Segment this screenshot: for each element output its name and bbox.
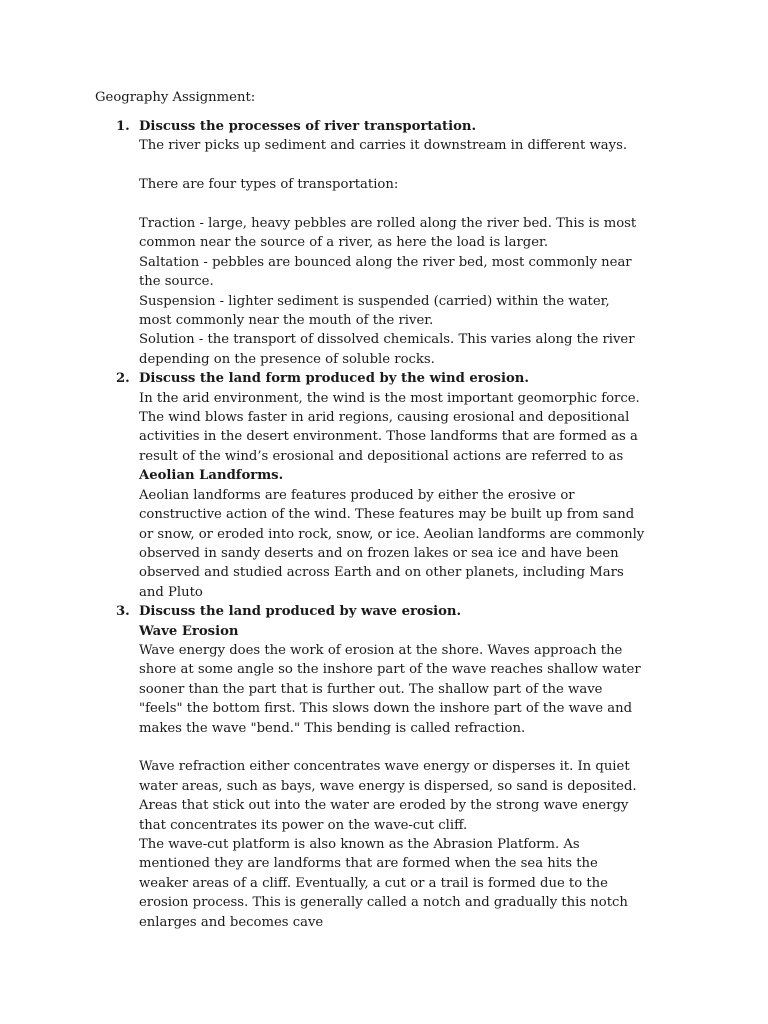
answer-text: In the arid environment, the wind is the most important geomorphic force. The wind blows faster in arid regions, causing erosional and depositional activities in the desert environment. Those landforms that are formed as a result of the wind’s erosional and depositional actions are referred to as [139,390,640,464]
document-title: Geography Assignment: [95,90,256,105]
question-text: Discuss the land form produced by the wind erosion. [139,371,529,387]
question-item-3 [116,602,646,932]
question-number: 3. [116,604,130,620]
question-item-1 [116,117,646,369]
question-list [116,117,646,932]
question-text: Discuss the land produced by wave erosion. [139,604,462,620]
answer-paragraph [139,389,646,486]
transport-type-suspension: Suspension - lighter sediment is suspended (carried) within the water, most commonly near the mouth of the river. [139,293,610,329]
transport-type-saltation: Saltation - pebbles are bounced along the river bed, most commonly near the source. [139,254,632,290]
paragraph-gap [139,195,646,214]
answer-paragraph: Wave energy does the work of erosion at the shore. Waves approach the shore at some angle so the inshore part of the wave reaches shallow water sooner than the part that is further out. The shallow part of the wave "feels" the bottom first. This slows down the inshore part of the wave and makes the wave "bend." This bending is called refraction. [139,642,641,736]
answer-paragraph: Wave refraction either concentrates wave energy or disperses it. In quiet water areas, such as bays, wave energy is dispersed, so sand is deposited. Areas that stick out into the water are eroded by the strong wave energy that concentrates its power on the wave-cut cliff. [139,759,637,833]
answer-paragraph: There are four types of transportation: [139,177,399,193]
answer-paragraph: Aeolian landforms are features produced by either the erosive or constructive action of the wind. These features may be built up from sand or snow, or eroded into rock, snow, or ice. Aeolian landforms are commonly observed in sandy deserts and on frozen lakes or sea ice and have been observed and studied across Earth and on other planets, including Mars and Pluto [139,487,645,600]
paragraph-gap [139,156,646,175]
transport-type-traction: Traction - large, heavy pebbles are rolled along the river bed. This is most common near the source of a river, as here the load is larger. [139,216,637,251]
answer-paragraph: The wave-cut platform is also known as the Abrasion Platform. As mentioned they are landforms that are formed when the sea hits the weaker areas of a cliff. Eventually, a cut or a trail is formed due to the erosion process. This is generally called a notch and gradually this notch enlarges and becomes cave [139,836,628,930]
key-term: Aeolian Landforms. [139,468,284,484]
question-number: 1. [116,119,130,134]
subheading: Wave Erosion [139,623,239,639]
question-number: 2. [116,371,130,387]
answer-paragraph: The river picks up sediment and carries it downstream in different ways. [139,138,628,154]
question-text: Discuss the processes of river transportation. [139,119,477,134]
transport-type-solution: Solution - the transport of dissolved chemicals. This varies along the river depending on the presence of soluble rocks. [139,332,635,367]
question-item-2 [116,369,646,602]
paragraph-gap [139,738,646,757]
